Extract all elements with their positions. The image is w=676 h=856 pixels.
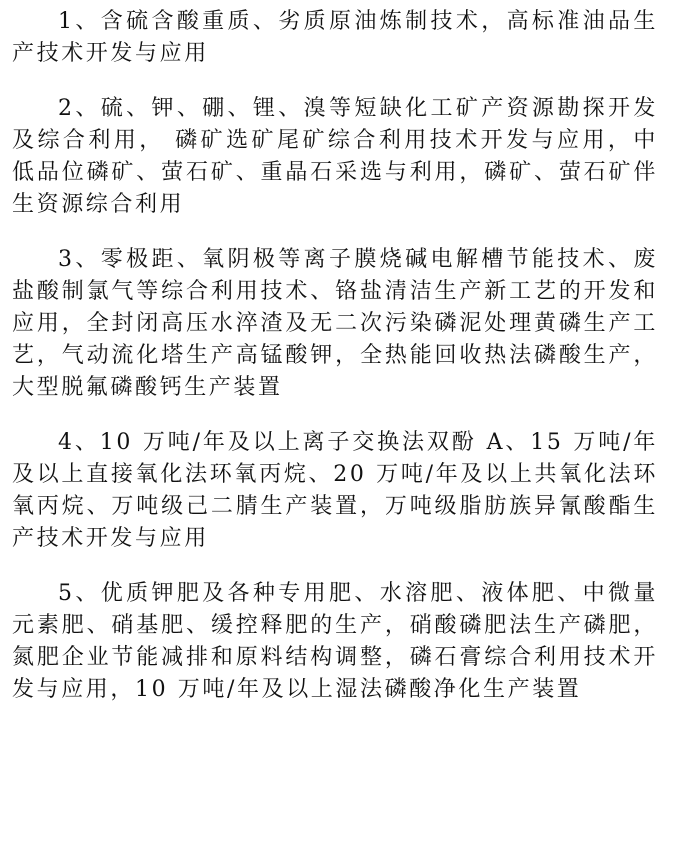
paragraph-4: 4、10 万吨/年及以上离子交换法双酚 A、15 万吨/年及以上直接氧化法环氧丙烷、20 万吨/年及以上共氧化法环氧丙烷、万吨级己二腈生产装置，万吨级脂肪族异氰酸酯生产技术开发与应用 <box>12 430 658 551</box>
paragraph-5: 5、优质钾肥及各种专用肥、水溶肥、液体肥、中微量元素肥、硝基肥、缓控释肥的生产，硝酸磷肥法生产磷肥，氮肥企业节能减排和原料结构调整，磷石膏综合利用技术开发与应用，10 万吨/年及以上湿法磷酸净化生产装置 <box>12 581 658 702</box>
paragraph-1: 1、含硫含酸重质、劣质原油炼制技术，高标准油品生产技术开发与应用 <box>12 9 658 66</box>
paragraph-3: 3、零极距、氧阴极等离子膜烧碱电解槽节能技术、废盐酸制氯气等综合利用技术、铬盐清洁生产新工艺的开发和应用，全封闭高压水淬渣及无二次污染磷泥处理黄磷生产工艺，气动流化塔生产高锰酸钾，全热能回收热法磷酸生产，大型脱氟磷酸钙生产装置 <box>12 247 658 400</box>
paragraph-2: 2、硫、钾、硼、锂、溴等短缺化工矿产资源勘探开发及综合利用， 磷矿选矿尾矿综合利用技术开发与应用，中低品位磷矿、萤石矿、重晶石采选与利用，磷矿、萤石矿伴生资源综合利用 <box>12 96 658 217</box>
